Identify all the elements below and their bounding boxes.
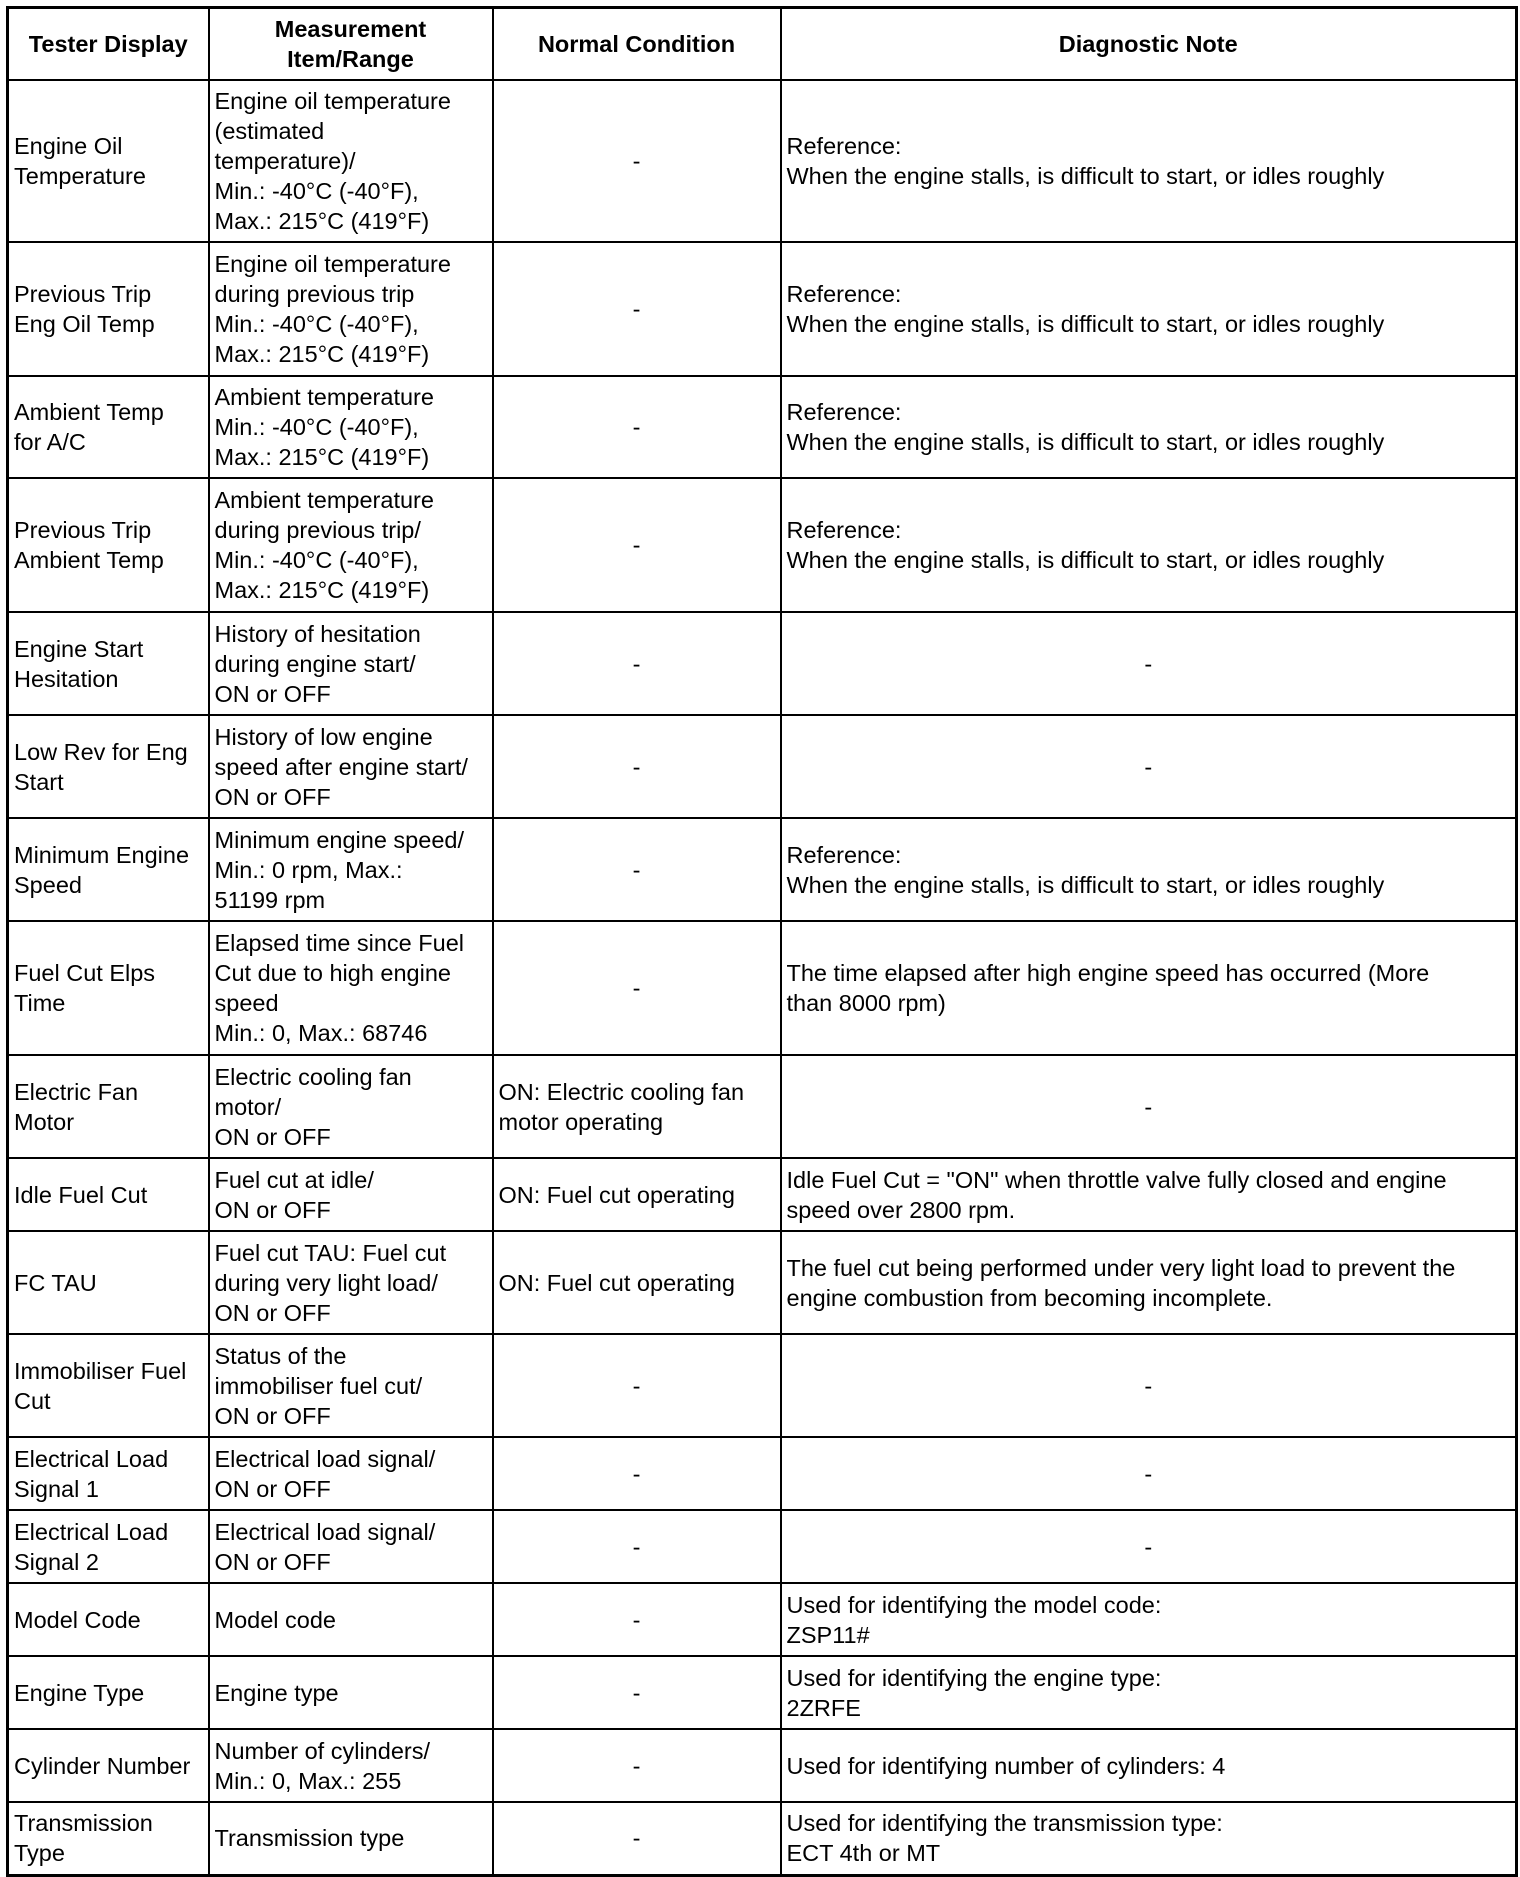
normal-condition-cell: - (493, 612, 781, 715)
diagnostic-note-cell: Reference: When the engine stalls, is difficult to start, or idles roughly (781, 242, 1517, 376)
diagnostic-note-cell: Used for identifying the model code: ZSP11# (781, 1583, 1517, 1656)
table-row (8, 1437, 1517, 1510)
measurement-range-cell: Fuel cut at idle/ ON or OFF (209, 1158, 493, 1231)
table-row (8, 1231, 1517, 1334)
measurement-range-cell: Status of the immobiliser fuel cut/ ON or OFF (209, 1334, 493, 1437)
normal-condition-cell: - (493, 1656, 781, 1729)
measurement-range-cell: Engine type (209, 1656, 493, 1729)
tester-display-cell: Fuel Cut Elps Time (8, 921, 209, 1055)
tester-display-cell: Previous Trip Ambient Temp (8, 478, 209, 612)
measurement-range-cell: History of low engine speed after engine start/ ON or OFF (209, 715, 493, 818)
normal-condition-cell: ON: Fuel cut operating (493, 1158, 781, 1231)
diagnostic-note-cell: Idle Fuel Cut = "ON" when throttle valve fully closed and engine speed over 2800 rpm. (781, 1158, 1517, 1231)
tester-display-cell: Electrical Load Signal 2 (8, 1510, 209, 1583)
normal-condition-cell: - (493, 1510, 781, 1583)
measurement-range-cell: Engine oil temperature (estimated temperature)/ Min.: -40°C (-40°F), Max.: 215°C (419°F) (209, 80, 493, 242)
measurement-range-cell: History of hesitation during engine start/ ON or OFF (209, 612, 493, 715)
tester-display-cell: Cylinder Number (8, 1729, 209, 1802)
measurement-range-cell: Electrical load signal/ ON or OFF (209, 1510, 493, 1583)
normal-condition-cell: - (493, 376, 781, 478)
table-header-row (8, 8, 1517, 81)
tester-display-cell: Immobiliser Fuel Cut (8, 1334, 209, 1437)
diagnostic-note-cell: - (781, 715, 1517, 818)
tester-display-cell: Previous Trip Eng Oil Temp (8, 242, 209, 376)
normal-condition-cell: - (493, 1583, 781, 1656)
header-normal-condition: Normal Condition (493, 8, 781, 81)
diagnostic-note-cell: The time elapsed after high engine speed has occurred (More than 8000 rpm) (781, 921, 1517, 1055)
measurement-range-cell: Fuel cut TAU: Fuel cut during very light load/ ON or OFF (209, 1231, 493, 1334)
normal-condition-cell: - (493, 242, 781, 376)
tester-display-cell: Transmission Type (8, 1802, 209, 1875)
diagnostic-note-cell: - (781, 612, 1517, 715)
normal-condition-cell: - (493, 80, 781, 242)
measurement-range-cell: Ambient temperature during previous trip/ Min.: -40°C (-40°F), Max.: 215°C (419°F) (209, 478, 493, 612)
tester-display-cell: Idle Fuel Cut (8, 1158, 209, 1231)
diagnostic-note-cell: Reference: When the engine stalls, is difficult to start, or idles roughly (781, 478, 1517, 612)
header-diagnostic-note: Diagnostic Note (781, 8, 1517, 81)
table-row (8, 1055, 1517, 1158)
data-list-table (6, 6, 1518, 1877)
tester-display-cell: Ambient Temp for A/C (8, 376, 209, 478)
diagnostic-note-cell: Used for identifying number of cylinders: 4 (781, 1729, 1517, 1802)
measurement-range-cell: Model code (209, 1583, 493, 1656)
normal-condition-cell: ON: Electric cooling fan motor operating (493, 1055, 781, 1158)
measurement-range-cell: Electrical load signal/ ON or OFF (209, 1437, 493, 1510)
tester-display-cell: Model Code (8, 1583, 209, 1656)
table-row (8, 1802, 1517, 1875)
tester-display-cell: FC TAU (8, 1231, 209, 1334)
measurement-range-cell: Elapsed time since Fuel Cut due to high engine speed Min.: 0, Max.: 68746 (209, 921, 493, 1055)
table-row (8, 818, 1517, 921)
diagnostic-note-cell: The fuel cut being performed under very light load to prevent the engine combustion from becoming incomplete. (781, 1231, 1517, 1334)
table-row (8, 1510, 1517, 1583)
table-row (8, 1656, 1517, 1729)
measurement-range-cell: Transmission type (209, 1802, 493, 1875)
normal-condition-cell: - (493, 1729, 781, 1802)
table-row (8, 80, 1517, 242)
table-row (8, 376, 1517, 478)
header-tester-display: Tester Display (8, 8, 209, 81)
diagnostic-note-cell: Reference: When the engine stalls, is difficult to start, or idles roughly (781, 80, 1517, 242)
normal-condition-cell: - (493, 921, 781, 1055)
diagnostic-note-cell: - (781, 1510, 1517, 1583)
diagnostic-note-cell: Used for identifying the transmission type: ECT 4th or MT (781, 1802, 1517, 1875)
tester-display-cell: Engine Oil Temperature (8, 80, 209, 242)
table-row (8, 612, 1517, 715)
diagnostic-note-cell: - (781, 1334, 1517, 1437)
table-row (8, 1158, 1517, 1231)
diagnostic-note-cell: Reference: When the engine stalls, is difficult to start, or idles roughly (781, 376, 1517, 478)
tester-display-cell: Engine Type (8, 1656, 209, 1729)
tester-display-cell: Minimum Engine Speed (8, 818, 209, 921)
measurement-range-cell: Engine oil temperature during previous trip Min.: -40°C (-40°F), Max.: 215°C (419°F) (209, 242, 493, 376)
data-list-table-container (6, 6, 1518, 1877)
diagnostic-note-cell: Used for identifying the engine type: 2ZRFE (781, 1656, 1517, 1729)
table-row (8, 1334, 1517, 1437)
table-row (8, 1729, 1517, 1802)
normal-condition-cell: - (493, 715, 781, 818)
diagnostic-note-cell: - (781, 1055, 1517, 1158)
normal-condition-cell: - (493, 818, 781, 921)
tester-display-cell: Low Rev for Eng Start (8, 715, 209, 818)
normal-condition-cell: - (493, 1437, 781, 1510)
table-row (8, 478, 1517, 612)
measurement-range-cell: Electric cooling fan motor/ ON or OFF (209, 1055, 493, 1158)
table-row (8, 715, 1517, 818)
tester-display-cell: Electric Fan Motor (8, 1055, 209, 1158)
diagnostic-note-cell: - (781, 1437, 1517, 1510)
table-row (8, 1583, 1517, 1656)
tester-display-cell: Electrical Load Signal 1 (8, 1437, 209, 1510)
normal-condition-cell: - (493, 478, 781, 612)
table-row (8, 242, 1517, 376)
measurement-range-cell: Minimum engine speed/ Min.: 0 rpm, Max.: 51199 rpm (209, 818, 493, 921)
diagnostic-note-cell: Reference: When the engine stalls, is difficult to start, or idles roughly (781, 818, 1517, 921)
normal-condition-cell: ON: Fuel cut operating (493, 1231, 781, 1334)
tester-display-cell: Engine Start Hesitation (8, 612, 209, 715)
normal-condition-cell: - (493, 1802, 781, 1875)
measurement-range-cell: Number of cylinders/ Min.: 0, Max.: 255 (209, 1729, 493, 1802)
header-measurement-item-range: Measurement Item/Range (209, 8, 493, 81)
table-row (8, 921, 1517, 1055)
normal-condition-cell: - (493, 1334, 781, 1437)
measurement-range-cell: Ambient temperature Min.: -40°C (-40°F), Max.: 215°C (419°F) (209, 376, 493, 478)
